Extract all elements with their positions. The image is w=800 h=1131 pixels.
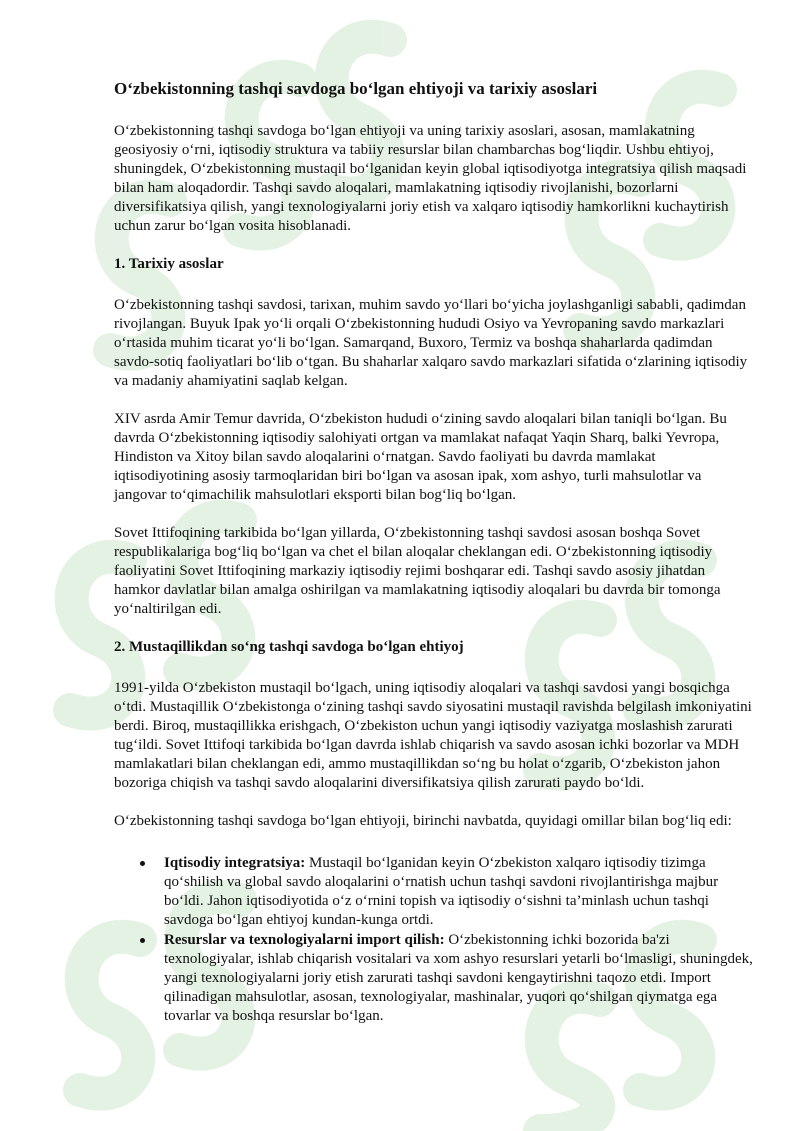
factor-term: Iqtisodiy integratsiya: — [164, 855, 306, 871]
factor-term: Resurslar va texnologiyalarni import qilish: — [164, 932, 445, 948]
intro-paragraph: O‘zbekistonning tashqi savdoga bo‘lgan ehtiyoji va uning tarixiy asoslari, asosan, mamlakatning geosiyosiy o‘rni, iqtisodiy struktura va tabiiy resurslar bilan chambarchas bog‘liqdir. Ushbu ehtiyoj, shuningdek, O‘zbekistonning mustaqil bo‘lganidan keyin global iqtisodiyotga integratsiya qilish maqsadi bilan ham aloqadordir. Tashqi savdo aloqalari, mamlakatning iqtisodiy rivojlanishi, bozorlarni diversifikatsiya qilish, yangi texnologiyalarni joriy etish va xalqaro iqtisodiy hamkorlikni kuchaytirish uchun zarur bo‘lgan vosita hisoblanadi. — [114, 123, 747, 234]
section-1-paragraph-2: XIV asrda Amir Temur davrida, O‘zbekiston hududi o‘zining savdo aloqalari bilan taniqli bo‘lgan. Bu davrda O‘zbekistonning iqtisodiy salohiyati ortgan va mamlakat nafaqat Yaqin Sharq, balki Yevropa, Hindiston va Xitoy bilan savdo aloqalarini o‘rnatgan. Savdo faoliyati bu davrda mamlakat iqtisodiyotining asosiy tarmoqlaridan biri bo‘lgan va asosan ipak, xom ashyo, turli mahsulotlar va jangovar to‘qimachilik mahsulotlari eksporti bilan bog‘liq bo‘lgan. — [114, 411, 727, 503]
document-page — [114, 78, 754, 1027]
list-item — [164, 854, 754, 930]
section-1-heading: 1. Tarixiy asoslar — [114, 256, 224, 272]
factors-list — [114, 854, 754, 1026]
section-2-paragraph-2: O‘zbekistonning tashqi savdoga bo‘lgan ehtiyoji, birinchi navbatda, quyidagi omillar bilan bog‘liq edi: — [114, 813, 732, 829]
section-2-paragraph-1: 1991-yilda O‘zbekiston mustaqil bo‘lgach, uning iqtisodiy aloqalari va tashqi savdosi yangi bosqichga o‘tdi. Mustaqillik O‘zbekistonga o‘zining tashqi savdo siyosatini mustaqil ravishda belgilash imkoniyatini berdi. Biroq, mustaqillikka erishgach, O‘zbekiston uchun yangi iqtisodiy vaziyatga moslashish zarurati tug‘ildi. Sovet Ittifoqi tarkibida bo‘lgan davrda ishlab chiqarish va savdo asosan ichki bozorlar va MDH mamlakatlari bilan cheklangan edi, ammo mustaqillikdan so‘ng bu holat o‘zgarib, O‘zbekiston jahon bozoriga chiqish va tashqi savdo aloqalarini diversifikatsiya qilish zarurati paydo bo‘ldi. — [114, 680, 752, 791]
list-item — [164, 931, 754, 1026]
document-title: O‘zbekistonning tashqi savdoga bo‘lgan ehtiyoji va tarixiy asoslari — [114, 79, 598, 98]
section-1-paragraph-1: O‘zbekistonning tashqi savdosi, tarixan, muhim savdo yo‘llari bo‘yicha joylashganligi sababli, qadimdan rivojlangan. Buyuk Ipak yo‘li orqali O‘zbekistonning hududi Osiyo va Yevropaning savdo markazlari o‘rtasida muhim ticarat yo‘li bo‘lgan. Samarqand, Buxoro, Termiz va boshqa shaharlarda qadimdan savdo-sotiq faoliyatlari bo‘lib o‘tgan. Bu shaharlar xalqaro savdo markazlari sifatida o‘zlarining iqtisodiy va madaniy ahamiyatini saqlab kelgan. — [114, 297, 748, 389]
section-1-paragraph-3: Sovet Ittifoqining tarkibida bo‘lgan yillarda, O‘zbekistonning tashqi savdosi asosan boshqa Sovet respublikalariga bog‘liq bo‘lgan va chet el bilan aloqalar cheklangan edi. O‘zbekistonning iqtisodiy faoliyatini Sovet Ittifoqining markaziy iqtisodiy rejimi boshqarar edi. Tashqi savdo asosiy jihatdan hamkor davlatlar bilan amalga oshirilgan va mamlakatning iqtisodiy aloqalari bu davrda bir tomonga yo‘naltirilgan edi. — [114, 525, 721, 617]
factor-text: Mustaqil bo‘lganidan keyin O‘zbekiston xalqaro iqtisodiy tizimga qo‘shilish va global savdo aloqalarini o‘rnatish uchun tashqi savdoni rivojlantirishga majbur bo‘ldi. Jahon iqtisodiyotida o‘z o‘rnini topish va iqtisodiy o‘sishni ta’minlash uchun tashqi savdoga bo‘lgan ehtiyoj kundan-kunga ortdi. — [164, 855, 719, 928]
factor-text: O‘zbekistonning ichki bozorida ba'zi texnologiyalar, ishlab chiqarish vositalari va xom ashyo resurslari yetarli bo‘lmasligi, shuningdek, yangi texnologiyalarni joriy etish zarurati tashqi savdoni kengaytirishni taqozo etdi. Import qilinadigan mahsulotlar, asosan, texnologiyalar, mashinalar, yuqori qo‘shilgan qiymatga ega tovarlar va boshqa resurslar bo‘lgan. — [164, 932, 753, 1024]
section-2-heading: 2. Mustaqillikdan so‘ng tashqi savdoga bo‘lgan ehtiyoj — [114, 639, 464, 655]
